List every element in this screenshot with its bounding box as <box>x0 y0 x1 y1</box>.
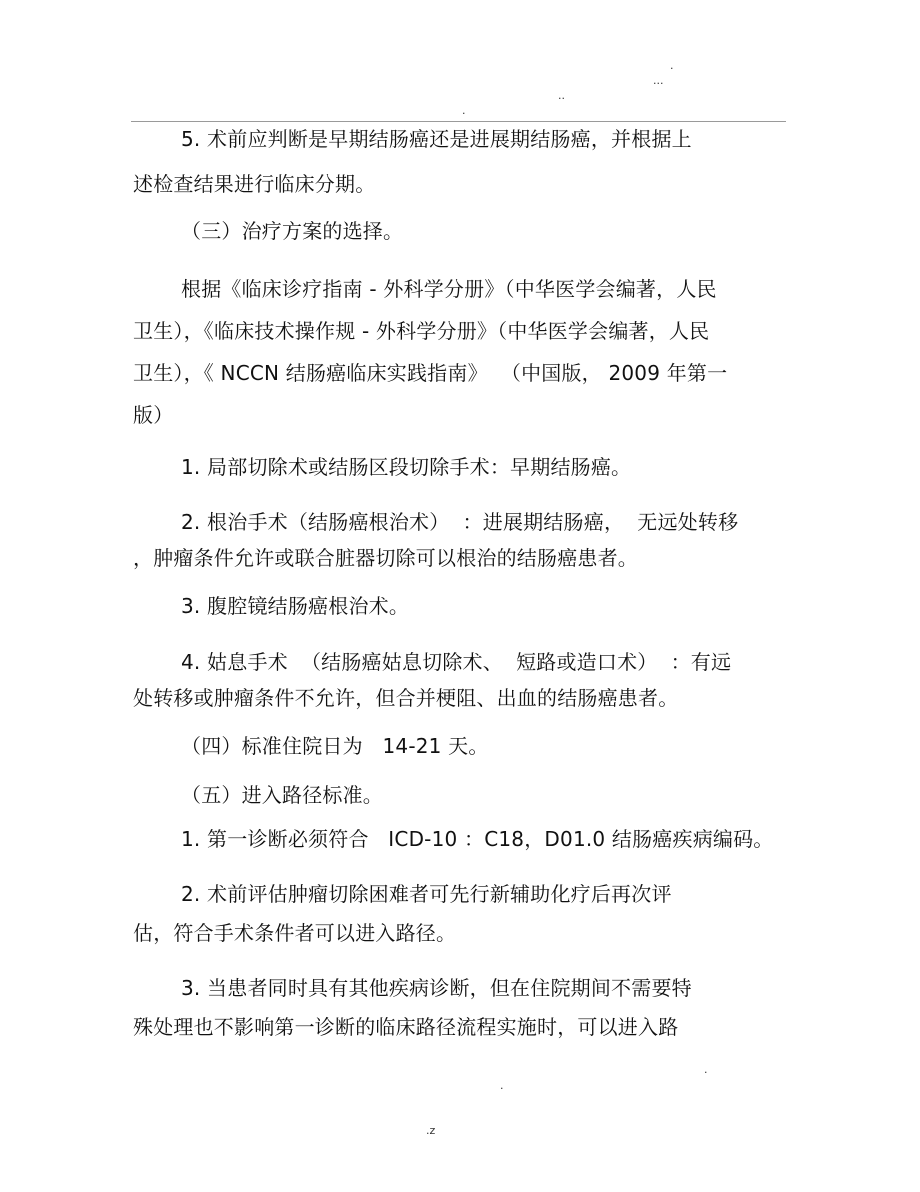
text-line: 2. 根治手术（结肠癌根治术） ：进展期结肠癌， 无远处转移 <box>181 510 739 534</box>
text-line: 1. 局部切除术或结肠区段切除手术：早期结肠癌。 <box>181 455 632 479</box>
text-line: （五）进入路径标准。 <box>181 783 383 807</box>
footer-dot-mark: . <box>704 1063 708 1076</box>
text-line: 估，符合手术条件者可以进入路径。 <box>133 921 457 945</box>
text-line: 卫生），《 NCCN 结肠癌临床实践指南》 （中国版， 2009 年第一 <box>133 361 728 385</box>
text-line: 版） <box>133 403 174 427</box>
header-dot-mark: . <box>670 59 674 72</box>
header-double-dot-mark: .. <box>558 89 565 102</box>
text-line: 殊处理也不影响第一诊断的临床路径流程实施时，可以进入路 <box>133 1015 679 1039</box>
footer-small-dot-mark: . <box>500 1079 504 1092</box>
header-rule <box>131 121 786 122</box>
text-line: 1. 第一诊断必须符合 ICD-10 ：C18，D01.0 结肠癌疾病编码。 <box>181 827 774 851</box>
text-line: （四）标准住院日为 14-21 天。 <box>181 734 489 758</box>
text-line: 3. 腹腔镜结肠癌根治术。 <box>181 594 410 618</box>
text-line: ，肿瘤条件允许或联合脏器切除可以根治的结肠癌患者。 <box>133 546 638 570</box>
text-line: 根据《临床诊疗指南 - 外科学分册》（中华医学会编著，人民 <box>181 277 717 301</box>
text-line: 4. 姑息手术 （结肠癌姑息切除术、 短路或造口术） ：有远 <box>181 650 732 674</box>
text-line: 述检查结果进行临床分期。 <box>133 172 376 196</box>
header-ellipsis-mark: ... <box>653 74 664 87</box>
header-small-dot-mark: . <box>462 104 466 117</box>
text-line: （三）治疗方案的选择。 <box>181 219 404 243</box>
page-mark: .z <box>426 1124 436 1137</box>
text-line: 处转移或肿瘤条件不允许，但合并梗阻、出血的结肠癌患者。 <box>133 686 679 710</box>
text-line: 5. 术前应判断是早期结肠癌还是进展期结肠癌，并根据上 <box>181 127 692 151</box>
text-line: 2. 术前评估肿瘤切除困难者可先行新辅助化疗后再次评 <box>181 882 672 906</box>
text-line: 3. 当患者同时具有其他疾病诊断，但在住院期间不需要特 <box>181 976 692 1000</box>
text-line: 卫生），《临床技术操作规 - 外科学分册》（中华医学会编著，人民 <box>133 319 710 343</box>
